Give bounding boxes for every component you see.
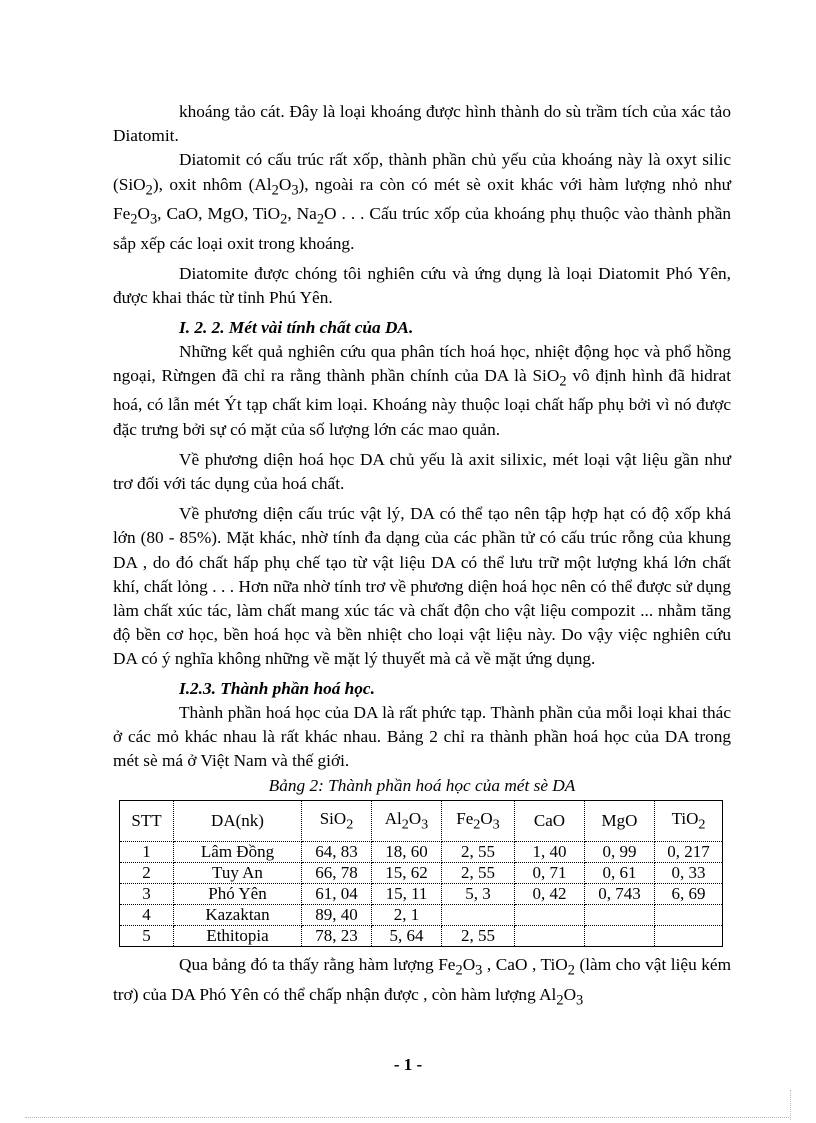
- table-cell: 66, 78: [302, 863, 372, 884]
- page-corner-mark: [790, 1090, 791, 1120]
- table-cell: [515, 926, 585, 947]
- table-cell: 2, 55: [442, 926, 515, 947]
- table-cell: 5, 64: [372, 926, 442, 947]
- table-cell: 5: [120, 926, 174, 947]
- table-cell: 1, 40: [515, 842, 585, 863]
- header-fe2o3: $Fe_2O_3$: [442, 801, 515, 842]
- table-cell: 2: [120, 863, 174, 884]
- table-cell: 0, 217: [655, 842, 723, 863]
- table-cell: 4: [120, 905, 174, 926]
- table-cell: [585, 926, 655, 947]
- table-cell: [655, 905, 723, 926]
- paragraph-phu-yen: Diatomite được chóng tôi nghiên cứu và ứng dụng là loại Diatomit Phó Yên, được khai thác từ tỉnh Phú Yên.: [113, 264, 731, 308]
- table-cell: 0, 743: [585, 884, 655, 905]
- paragraph-chemical-aspect: Về phương diện hoá học DA chủ yếu là axit silixic, mét loại vật liệu gần như trơ đối với tác dụng của hoá chất.: [113, 449, 731, 493]
- table-cell: 78, 23: [302, 926, 372, 947]
- table-cell: 2, 55: [442, 863, 515, 884]
- page-number: - 1 -: [393, 1055, 423, 1074]
- table-cell: [585, 905, 655, 926]
- table-cell: 5, 3: [442, 884, 515, 905]
- header-tio2: TiO$_2$: [655, 801, 723, 842]
- table-cell: 15, 62: [372, 863, 442, 884]
- table-cell: 3: [120, 884, 174, 905]
- header-da: DA(nk): [174, 801, 302, 842]
- header-cao: CaO: [515, 801, 585, 842]
- table-cell: 1: [120, 842, 174, 863]
- table-cell: Kazaktan: [174, 905, 302, 926]
- table-row: [120, 884, 723, 905]
- table-cell: Lâm Đồng: [174, 842, 302, 863]
- table-header-row: [120, 801, 723, 842]
- table-cell: 0, 42: [515, 884, 585, 905]
- paragraph-diatomit-structure: Diatomit có cấu trúc rất xốp, thành phần chủ yếu của khoáng này là oxyt silic (SiO$_2$), oxit nhôm $(Al_2O_3)$, ngoài ra còn có mét sè oxit khác với hàm lượng nhỏ như $Fe_2O_3$, CaO, MgO, TiO$_2$, $Na_2O$ . . . Cấu trúc xốp của khoáng phụ thuộc vào thành phần sắp xếp các loại oxit trong khoáng.: [113, 150, 732, 253]
- paragraph-diatomit-origin: khoáng tảo cát. Đây là loại khoáng được hình thành do sù trầm tích của xác tảo Diatomit.: [113, 102, 731, 146]
- table-cell: 0, 71: [515, 863, 585, 884]
- table-row: [120, 842, 723, 863]
- composition-table: [119, 800, 723, 947]
- paragraph-research-results: Những kết quả nghiên cứu qua phân tích hoá học, nhiệt động học và phổ hồng ngoại, Rừngen đã chỉ ra rằng thành phần chính của DA là SiO$_2$ vô định hình đã hidrat hoá, có lẫn mét Ýt tạp chất kim loại. Khoáng này thuộc loại chất hấp phụ bởi vì nó được đặc trưng bởi sự có mặt của số lượng lớn các mao quản.: [113, 341, 732, 439]
- page-edge-divider: [25, 1117, 791, 1118]
- table-cell: 2, 1: [372, 905, 442, 926]
- table-cell: [515, 905, 585, 926]
- paragraph-physical-structure: Về phương diện cấu trúc vật lý, DA có thể tạo nên tập hợp hạt có độ xốp khá lớn (80 - 85%). Mặt khác, nhờ tính đa dạng của các phần tử có cấu trúc rỗng của khung DA , do đó chất hấp phụ chế tạo từ vật liệu DA có thể lưu trữ một lượng khá lớn chất khí, chất lỏng . . . Hơn nữa nhờ tính trơ về phương diện hoá học nên có thể được sử dụng làm chất xúc tác, làm chất mang xúc tác và chất độn cho vật liệu compozit ... nhằm tăng độ bền cơ học, bền hoá học và bền nhiệt cho loại vật liệu này. Do vậy việc nghiên cứu DA có ý nghĩa không những về mặt lý thuyết mà cả về mặt ứng dụng.: [113, 504, 731, 669]
- table-row: [120, 863, 723, 884]
- header-sio2: SiO$_2$: [302, 801, 372, 842]
- table-cell: 15, 11: [372, 884, 442, 905]
- table-cell: [655, 926, 723, 947]
- paragraph-composition: Thành phần hoá học của DA là rất phức tạp. Thành phần của mỗi loại khai thác ở các mỏ khác nhau là rất khác nhau. Bảng 2 chỉ ra thành phần hoá học của DA trong mét sè má ở Việt Nam và thế giới.: [113, 702, 731, 771]
- table-cell: 89, 40: [302, 905, 372, 926]
- table-cell: Phó Yên: [174, 884, 302, 905]
- table-caption: Bảng 2: Thành phần hoá học của mét sè DA: [268, 776, 576, 796]
- table-row: [120, 926, 723, 947]
- header-stt: STT: [120, 801, 174, 842]
- header-mgo: MgO: [585, 801, 655, 842]
- paragraph-conclusion: Qua bảng đó ta thấy rằng hàm lượng $Fe_2O_3$ , CaO , TiO$_2$ (làm cho vật liệu kém trơ) của DA Phó Yên có thể chấp nhận được , còn hàm lượng $Al_2O_3$: [113, 955, 732, 1009]
- table-cell: 6, 69: [655, 884, 723, 905]
- table-cell: 2, 55: [442, 842, 515, 863]
- header-al2o3: $Al_2O_3$: [372, 801, 442, 842]
- section-heading-properties: I. 2. 2. Mét vài tính chất của DA.: [179, 317, 414, 337]
- document-page: [113, 100, 731, 1013]
- table-cell: Ethitopia: [174, 926, 302, 947]
- table-cell: 61, 04: [302, 884, 372, 905]
- table-cell: [442, 905, 515, 926]
- table-cell: 18, 60: [372, 842, 442, 863]
- table-cell: 64, 83: [302, 842, 372, 863]
- table-cell: Tuy An: [174, 863, 302, 884]
- section-heading-composition: I.2.3. Thành phần hoá học.: [179, 678, 375, 698]
- table-cell: 0, 33: [655, 863, 723, 884]
- table-row: [120, 905, 723, 926]
- table-cell: 0, 99: [585, 842, 655, 863]
- table-cell: 0, 61: [585, 863, 655, 884]
